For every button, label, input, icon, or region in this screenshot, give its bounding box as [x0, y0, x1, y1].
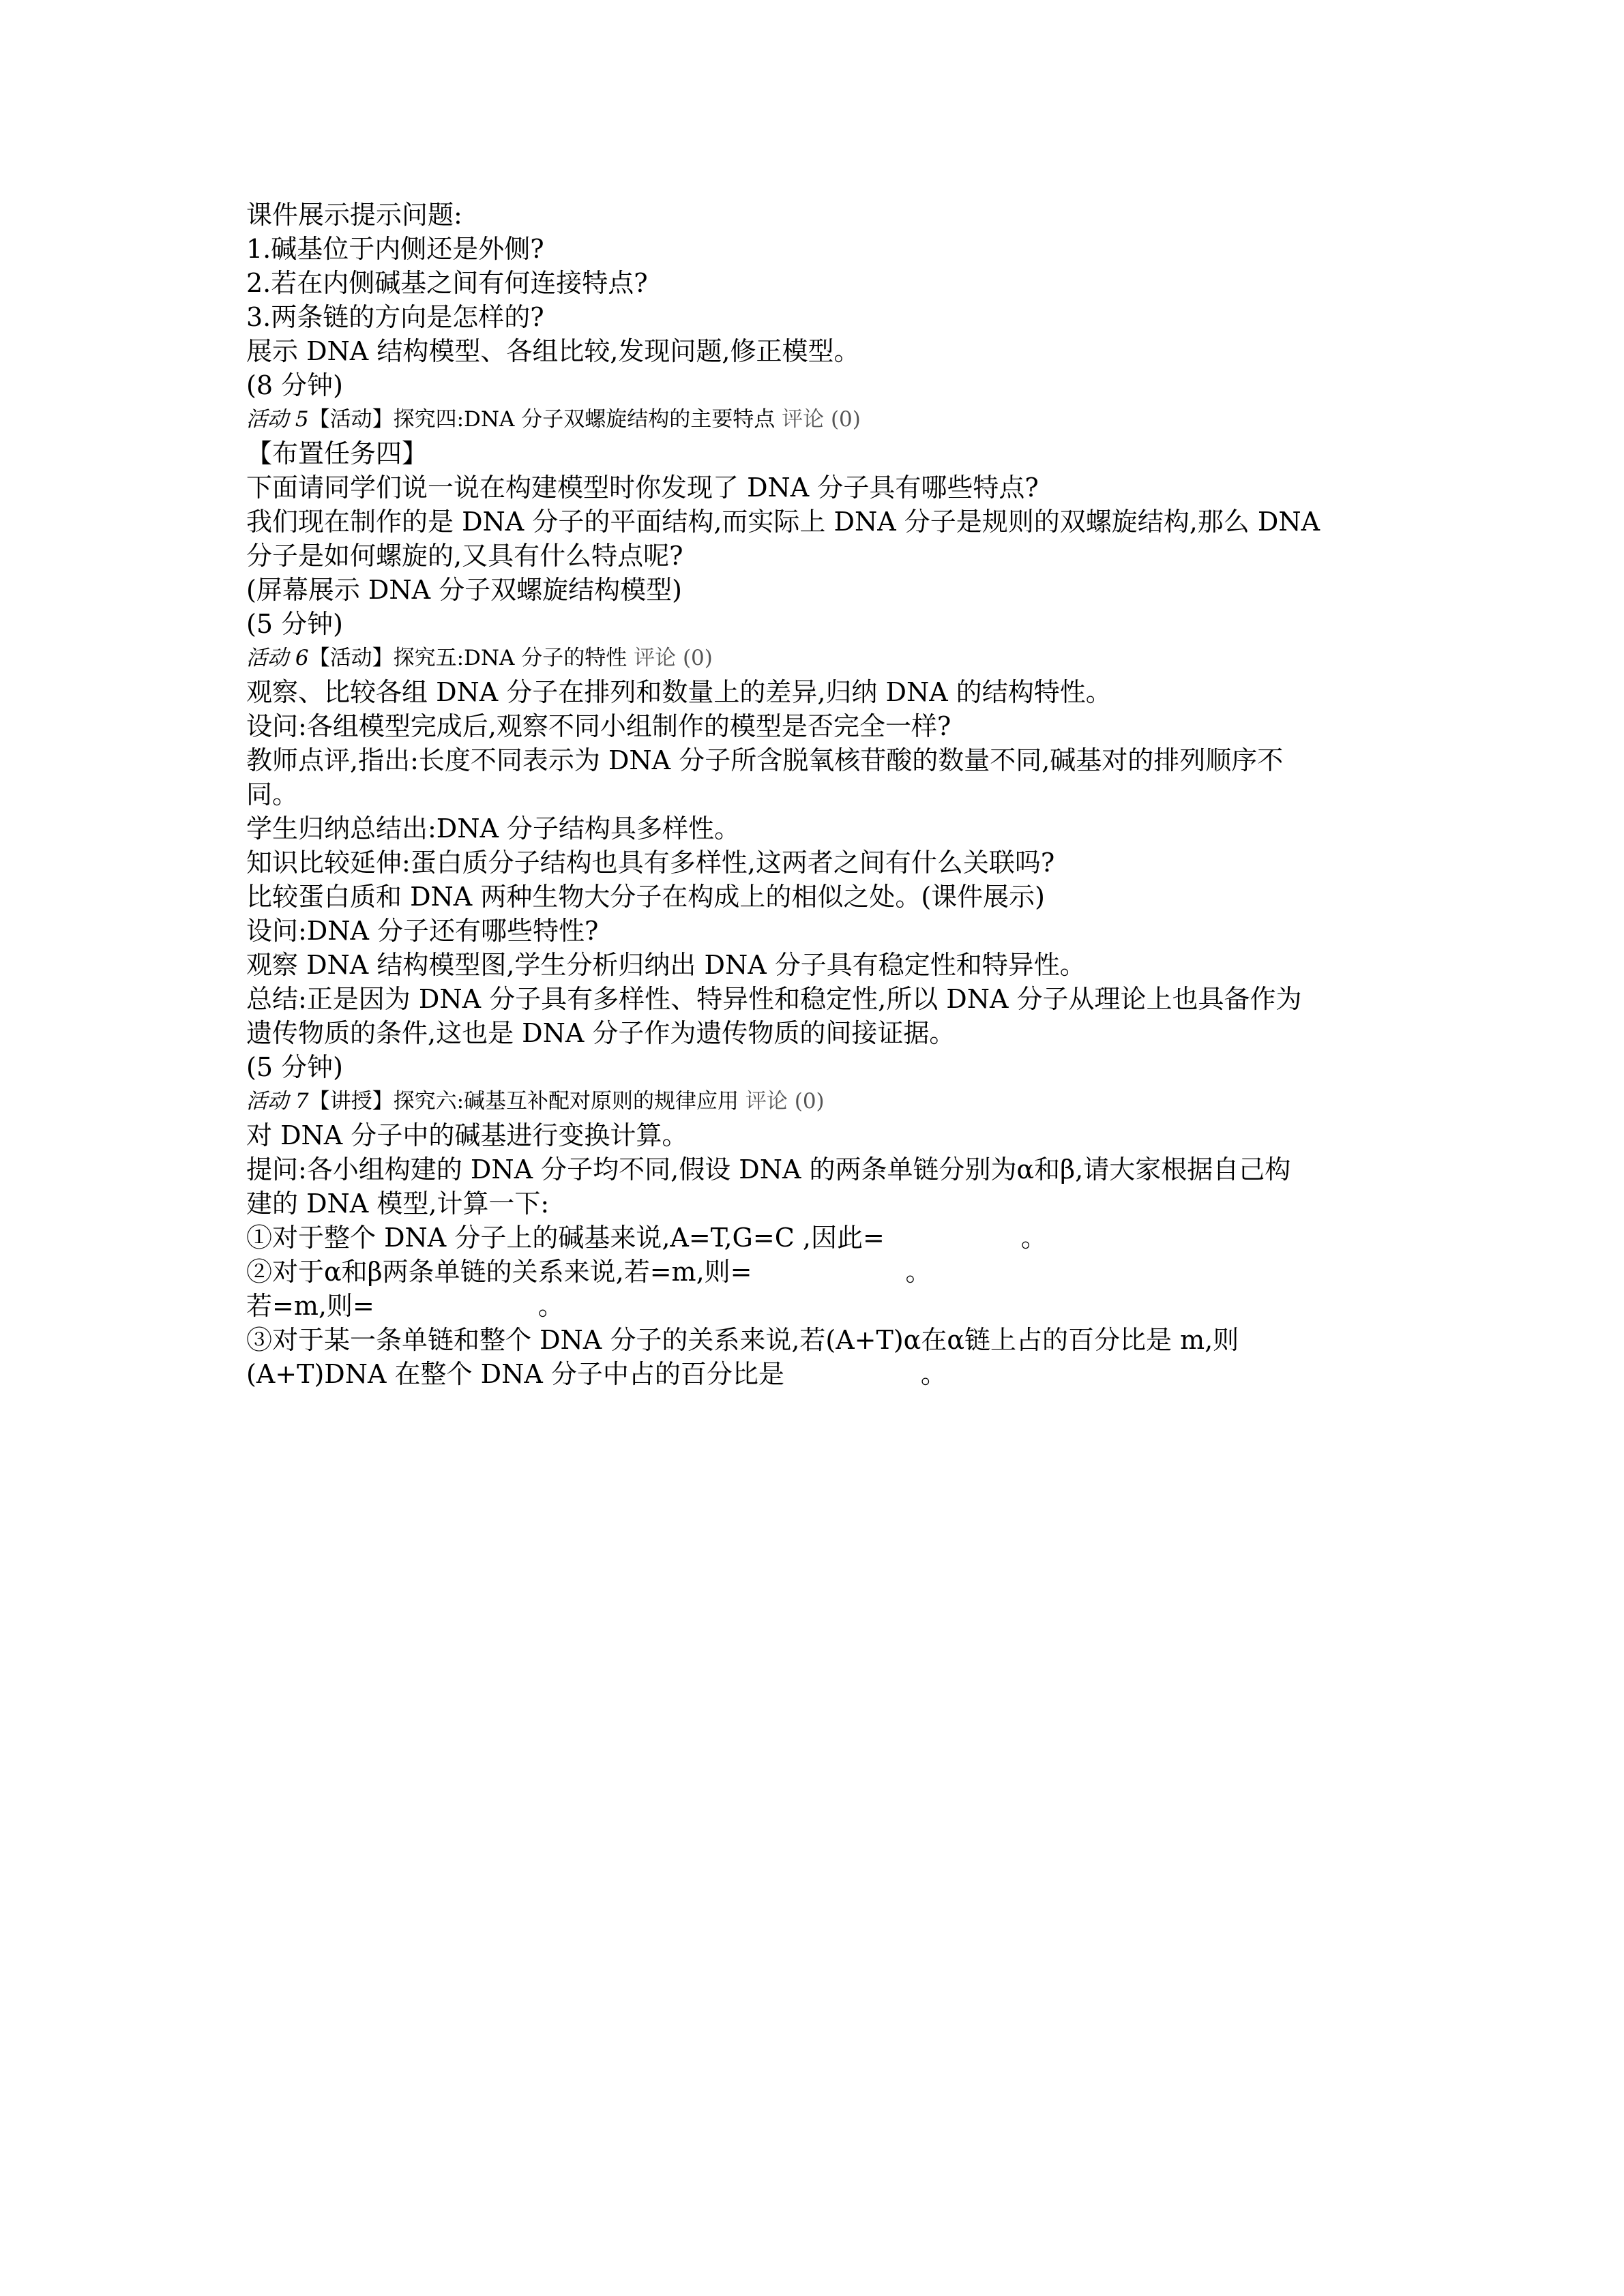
comment-link[interactable]: 评论 (0): [782, 407, 861, 432]
period: 。: [537, 1291, 564, 1321]
text-line: 教师点评,指出:长度不同表示为 DNA 分子所含脱氧核苷酸的数量不同,碱基对的排列顺序不: [246, 745, 1284, 775]
activity-number: 活动 7: [246, 1089, 309, 1114]
duration-label: (5 分钟): [246, 1052, 343, 1082]
text-line: ③对于某一条单链和整个 DNA 分子的关系来说,若(A+T)α在α链上占的百分比是 m,则: [246, 1325, 1239, 1355]
period: 。: [905, 1257, 932, 1287]
text-line: 分子是如何螺旋的,又具有什么特点呢?: [246, 541, 683, 571]
text-line: 设问:各组模型完成后,观察不同小组制作的模型是否完全一样?: [246, 711, 951, 741]
activity-6-heading: [246, 641, 1392, 675]
text-line: 我们现在制作的是 DNA 分子的平面结构,而实际上 DNA 分子是规则的双螺旋结构,那么 DNA: [246, 507, 1320, 537]
formula-text: 若=m,则=: [246, 1291, 374, 1321]
text-line: 比较蛋白质和 DNA 两种生物大分子在构成上的相似之处。(课件展示): [246, 882, 1045, 912]
question-1: 1.碱基位于内侧还是外侧?: [246, 234, 544, 264]
period: 。: [1020, 1223, 1047, 1253]
text-line: 遗传物质的条件,这也是 DNA 分子作为遗传物质的间接证据。: [246, 1018, 956, 1048]
text-line: 同。: [246, 779, 299, 809]
text-line: 总结:正是因为 DNA 分子具有多样性、特异性和稳定性,所以 DNA 分子从理论上也具备作为: [246, 984, 1302, 1014]
activity-number: 活动 5: [246, 407, 309, 432]
text-line: 观察、比较各组 DNA 分子在排列和数量上的差异,归纳 DNA 的结构特性。: [246, 677, 1112, 707]
period: 。: [920, 1359, 947, 1389]
text-line: 展示 DNA 结构模型、各组比较,发现问题,修正模型。: [246, 336, 860, 366]
formula-line-3: [246, 1289, 1392, 1323]
formula-line-2: [246, 1255, 1392, 1289]
comment-link[interactable]: 评论 (0): [745, 1089, 825, 1114]
comment-link[interactable]: 评论 (0): [634, 646, 713, 670]
duration-label: (8 分钟): [246, 370, 343, 400]
formula-line-4: [246, 1357, 1392, 1391]
text-line: (屏幕展示 DNA 分子双螺旋结构模型): [246, 575, 682, 605]
formula-line-1: [246, 1221, 1392, 1255]
duration-label: (5 分钟): [246, 609, 343, 639]
activity-number: 活动 6: [246, 646, 309, 670]
activity-title: 【讲授】探究六:碱基互补配对原则的规律应用: [308, 1089, 739, 1114]
text-line: 提问:各小组构建的 DNA 分子均不同,假设 DNA 的两条单链分别为α和β,请大家根据自己构: [246, 1154, 1291, 1184]
text-line: 对 DNA 分子中的碱基进行变换计算。: [246, 1120, 688, 1150]
text-line: 知识比较延伸:蛋白质分子结构也具有多样性,这两者之间有什么关联吗?: [246, 848, 1055, 878]
formula-text: ②对于α和β两条单链的关系来说,若=m,则=: [246, 1257, 752, 1287]
question-2: 2.若在内侧碱基之间有何连接特点?: [246, 268, 648, 298]
activity-title: 【活动】探究四:DNA 分子双螺旋结构的主要特点: [308, 407, 776, 432]
activity-5-heading: [246, 402, 1392, 436]
formula-text: ①对于整个 DNA 分子上的碱基来说,A=T,G=C ,因此=: [246, 1223, 885, 1253]
text-line: 设问:DNA 分子还有哪些特性?: [246, 916, 599, 946]
text-line: 下面请同学们说一说在构建模型时你发现了 DNA 分子具有哪些特点?: [246, 473, 1039, 503]
activity-title: 【活动】探究五:DNA 分子的特性: [308, 646, 628, 670]
question-3: 3.两条链的方向是怎样的?: [246, 302, 544, 332]
text-line: 建的 DNA 模型,计算一下:: [246, 1189, 550, 1219]
text-line: 观察 DNA 结构模型图,学生分析归纳出 DNA 分子具有稳定性和特异性。: [246, 950, 1086, 980]
document-body: [246, 198, 1392, 1391]
formula-text: (A+T)DNA 在整个 DNA 分子中占的百分比是: [246, 1359, 784, 1389]
activity-7-heading: [246, 1084, 1392, 1118]
text-line: 学生归纳总结出:DNA 分子结构具多样性。: [246, 814, 741, 844]
text-line: 课件展示提示问题:: [246, 200, 462, 230]
task-heading: 【布置任务四】: [246, 438, 428, 468]
